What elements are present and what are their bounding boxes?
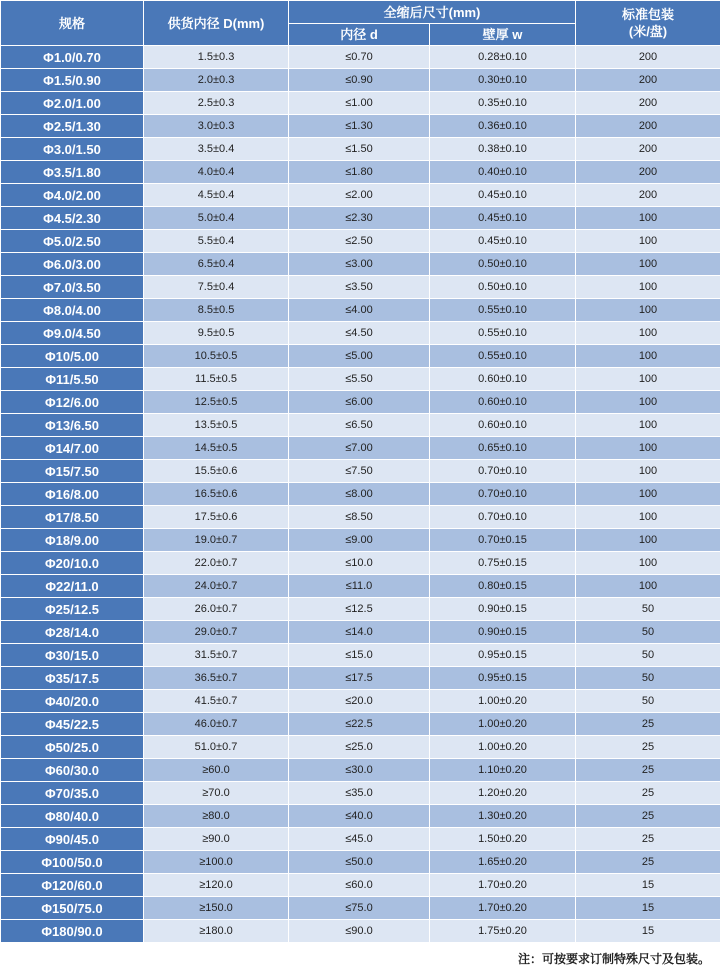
table-row xyxy=(1,460,720,483)
cell-pack-length: 25 xyxy=(576,828,720,851)
cell-pack-length: 15 xyxy=(576,874,720,897)
table-row xyxy=(1,253,720,276)
table-row xyxy=(1,483,720,506)
cell-wall-w: 0.55±0.10 xyxy=(430,322,576,345)
cell-spec: Φ120/60.0 xyxy=(1,874,144,897)
cell-inner-d: ≤15.0 xyxy=(289,644,430,667)
cell-wall-w: 0.28±0.10 xyxy=(430,46,576,69)
table-row xyxy=(1,161,720,184)
table-row xyxy=(1,690,720,713)
cell-supply-inner-diameter: 2.0±0.3 xyxy=(144,69,289,92)
cell-pack-length: 100 xyxy=(576,552,720,575)
cell-supply-inner-diameter: 15.5±0.6 xyxy=(144,460,289,483)
cell-spec: Φ11/5.50 xyxy=(1,368,144,391)
cell-spec: Φ10/5.00 xyxy=(1,345,144,368)
cell-wall-w: 0.40±0.10 xyxy=(430,161,576,184)
cell-wall-w: 0.70±0.10 xyxy=(430,460,576,483)
table-row xyxy=(1,184,720,207)
cell-supply-inner-diameter: 29.0±0.7 xyxy=(144,621,289,644)
cell-supply-inner-diameter: ≥70.0 xyxy=(144,782,289,805)
table-row xyxy=(1,805,720,828)
cell-spec: Φ9.0/4.50 xyxy=(1,322,144,345)
cell-spec: Φ17/8.50 xyxy=(1,506,144,529)
cell-spec: Φ180/90.0 xyxy=(1,920,144,943)
cell-wall-w: 1.70±0.20 xyxy=(430,874,576,897)
cell-supply-inner-diameter: 46.0±0.7 xyxy=(144,713,289,736)
cell-spec: Φ90/45.0 xyxy=(1,828,144,851)
cell-supply-inner-diameter: ≥90.0 xyxy=(144,828,289,851)
cell-wall-w: 0.90±0.15 xyxy=(430,598,576,621)
table-row xyxy=(1,299,720,322)
cell-supply-inner-diameter: 17.5±0.6 xyxy=(144,506,289,529)
cell-inner-d: ≤75.0 xyxy=(289,897,430,920)
cell-inner-d: ≤3.00 xyxy=(289,253,430,276)
cell-spec: Φ2.5/1.30 xyxy=(1,115,144,138)
cell-spec: Φ8.0/4.00 xyxy=(1,299,144,322)
cell-spec: Φ22/11.0 xyxy=(1,575,144,598)
cell-inner-d: ≤8.50 xyxy=(289,506,430,529)
cell-supply-inner-diameter: 22.0±0.7 xyxy=(144,552,289,575)
cell-inner-d: ≤14.0 xyxy=(289,621,430,644)
cell-inner-d: ≤20.0 xyxy=(289,690,430,713)
cell-supply-inner-diameter: 36.5±0.7 xyxy=(144,667,289,690)
cell-spec: Φ1.0/0.70 xyxy=(1,46,144,69)
cell-wall-w: 0.45±0.10 xyxy=(430,184,576,207)
table-row xyxy=(1,644,720,667)
table-row xyxy=(1,345,720,368)
cell-supply-inner-diameter: 14.5±0.5 xyxy=(144,437,289,460)
table-row xyxy=(1,92,720,115)
cell-supply-inner-diameter: 24.0±0.7 xyxy=(144,575,289,598)
table-body xyxy=(1,46,720,943)
cell-supply-inner-diameter: 12.5±0.5 xyxy=(144,391,289,414)
cell-supply-inner-diameter: ≥150.0 xyxy=(144,897,289,920)
cell-wall-w: 1.75±0.20 xyxy=(430,920,576,943)
cell-wall-w: 0.95±0.15 xyxy=(430,667,576,690)
cell-supply-inner-diameter: 13.5±0.5 xyxy=(144,414,289,437)
cell-inner-d: ≤17.5 xyxy=(289,667,430,690)
cell-inner-d: ≤50.0 xyxy=(289,851,430,874)
table-row xyxy=(1,621,720,644)
cell-supply-inner-diameter: 9.5±0.5 xyxy=(144,322,289,345)
cell-inner-d: ≤1.00 xyxy=(289,92,430,115)
table-row xyxy=(1,414,720,437)
cell-spec: Φ4.0/2.00 xyxy=(1,184,144,207)
cell-pack-length: 25 xyxy=(576,782,720,805)
cell-pack-length: 50 xyxy=(576,690,720,713)
cell-pack-length: 200 xyxy=(576,92,720,115)
cell-spec: Φ40/20.0 xyxy=(1,690,144,713)
table-row xyxy=(1,598,720,621)
cell-spec: Φ1.5/0.90 xyxy=(1,69,144,92)
table-row xyxy=(1,207,720,230)
table-row xyxy=(1,322,720,345)
cell-spec: Φ25/12.5 xyxy=(1,598,144,621)
header-shrunk-size: 全缩后尺寸(mm) xyxy=(289,1,576,24)
cell-inner-d: ≤1.50 xyxy=(289,138,430,161)
cell-spec: Φ15/7.50 xyxy=(1,460,144,483)
cell-pack-length: 100 xyxy=(576,299,720,322)
cell-wall-w: 0.70±0.10 xyxy=(430,506,576,529)
cell-inner-d: ≤9.00 xyxy=(289,529,430,552)
header-pack-line2: (米/盘) xyxy=(628,24,668,39)
table-row xyxy=(1,552,720,575)
cell-wall-w: 1.00±0.20 xyxy=(430,690,576,713)
cell-wall-w: 0.50±0.10 xyxy=(430,253,576,276)
cell-spec: Φ7.0/3.50 xyxy=(1,276,144,299)
cell-pack-length: 25 xyxy=(576,805,720,828)
table-row xyxy=(1,69,720,92)
cell-supply-inner-diameter: 16.5±0.6 xyxy=(144,483,289,506)
table-row xyxy=(1,230,720,253)
cell-wall-w: 0.55±0.10 xyxy=(430,345,576,368)
cell-inner-d: ≤25.0 xyxy=(289,736,430,759)
cell-wall-w: 0.95±0.15 xyxy=(430,644,576,667)
table-row xyxy=(1,920,720,943)
cell-inner-d: ≤7.50 xyxy=(289,460,430,483)
cell-pack-length: 100 xyxy=(576,207,720,230)
table-row xyxy=(1,713,720,736)
cell-inner-d: ≤8.00 xyxy=(289,483,430,506)
cell-pack-length: 50 xyxy=(576,621,720,644)
cell-spec: Φ2.0/1.00 xyxy=(1,92,144,115)
cell-supply-inner-diameter: 4.5±0.4 xyxy=(144,184,289,207)
cell-pack-length: 100 xyxy=(576,529,720,552)
cell-supply-inner-diameter: 3.0±0.3 xyxy=(144,115,289,138)
cell-pack-length: 200 xyxy=(576,46,720,69)
cell-wall-w: 1.65±0.20 xyxy=(430,851,576,874)
cell-wall-w: 0.35±0.10 xyxy=(430,92,576,115)
cell-inner-d: ≤6.00 xyxy=(289,391,430,414)
cell-spec: Φ20/10.0 xyxy=(1,552,144,575)
cell-pack-length: 100 xyxy=(576,575,720,598)
cell-wall-w: 0.60±0.10 xyxy=(430,391,576,414)
table-row xyxy=(1,276,720,299)
cell-inner-d: ≤1.30 xyxy=(289,115,430,138)
table-row xyxy=(1,828,720,851)
cell-inner-d: ≤1.80 xyxy=(289,161,430,184)
cell-pack-length: 100 xyxy=(576,506,720,529)
cell-wall-w: 0.45±0.10 xyxy=(430,230,576,253)
cell-wall-w: 0.70±0.10 xyxy=(430,483,576,506)
table-row xyxy=(1,782,720,805)
cell-inner-d: ≤4.00 xyxy=(289,299,430,322)
cell-supply-inner-diameter: ≥180.0 xyxy=(144,920,289,943)
cell-wall-w: 1.70±0.20 xyxy=(430,897,576,920)
cell-spec: Φ4.5/2.30 xyxy=(1,207,144,230)
cell-supply-inner-diameter: 10.5±0.5 xyxy=(144,345,289,368)
cell-supply-inner-diameter: 5.0±0.4 xyxy=(144,207,289,230)
cell-pack-length: 50 xyxy=(576,598,720,621)
header-wall-w: 壁厚 w xyxy=(430,24,576,46)
header-standard-pack xyxy=(576,1,720,46)
cell-wall-w: 0.60±0.10 xyxy=(430,414,576,437)
cell-spec: Φ70/35.0 xyxy=(1,782,144,805)
cell-wall-w: 0.55±0.10 xyxy=(430,299,576,322)
cell-pack-length: 100 xyxy=(576,391,720,414)
cell-inner-d: ≤5.00 xyxy=(289,345,430,368)
cell-pack-length: 100 xyxy=(576,368,720,391)
table-row xyxy=(1,667,720,690)
cell-spec: Φ14/7.00 xyxy=(1,437,144,460)
table-row xyxy=(1,506,720,529)
cell-spec: Φ3.5/1.80 xyxy=(1,161,144,184)
table-row xyxy=(1,138,720,161)
cell-spec: Φ60/30.0 xyxy=(1,759,144,782)
cell-inner-d: ≤40.0 xyxy=(289,805,430,828)
cell-spec: Φ35/17.5 xyxy=(1,667,144,690)
cell-spec: Φ80/40.0 xyxy=(1,805,144,828)
cell-wall-w: 0.50±0.10 xyxy=(430,276,576,299)
cell-pack-length: 100 xyxy=(576,276,720,299)
table-row xyxy=(1,368,720,391)
cell-inner-d: ≤0.70 xyxy=(289,46,430,69)
cell-pack-length: 100 xyxy=(576,253,720,276)
cell-supply-inner-diameter: 3.5±0.4 xyxy=(144,138,289,161)
cell-pack-length: 100 xyxy=(576,437,720,460)
cell-spec: Φ16/8.00 xyxy=(1,483,144,506)
cell-pack-length: 100 xyxy=(576,483,720,506)
cell-pack-length: 100 xyxy=(576,322,720,345)
cell-inner-d: ≤90.0 xyxy=(289,920,430,943)
cell-pack-length: 25 xyxy=(576,851,720,874)
cell-supply-inner-diameter: ≥120.0 xyxy=(144,874,289,897)
cell-supply-inner-diameter: 2.5±0.3 xyxy=(144,92,289,115)
cell-pack-length: 50 xyxy=(576,644,720,667)
cell-pack-length: 100 xyxy=(576,414,720,437)
cell-pack-length: 200 xyxy=(576,161,720,184)
cell-inner-d: ≤7.00 xyxy=(289,437,430,460)
cell-inner-d: ≤22.5 xyxy=(289,713,430,736)
cell-pack-length: 15 xyxy=(576,897,720,920)
table-row xyxy=(1,874,720,897)
header-inner-d: 内径 d xyxy=(289,24,430,46)
cell-supply-inner-diameter: 11.5±0.5 xyxy=(144,368,289,391)
cell-spec: Φ18/9.00 xyxy=(1,529,144,552)
cell-wall-w: 1.00±0.20 xyxy=(430,736,576,759)
cell-pack-length: 100 xyxy=(576,345,720,368)
cell-wall-w: 0.45±0.10 xyxy=(430,207,576,230)
cell-pack-length: 25 xyxy=(576,759,720,782)
cell-supply-inner-diameter: 6.5±0.4 xyxy=(144,253,289,276)
cell-wall-w: 1.10±0.20 xyxy=(430,759,576,782)
cell-pack-length: 100 xyxy=(576,460,720,483)
table-row xyxy=(1,851,720,874)
cell-wall-w: 0.75±0.15 xyxy=(430,552,576,575)
cell-spec: Φ13/6.50 xyxy=(1,414,144,437)
header-pack-line1: 标准包装 xyxy=(621,7,674,22)
cell-inner-d: ≤4.50 xyxy=(289,322,430,345)
table-row xyxy=(1,529,720,552)
cell-wall-w: 0.80±0.15 xyxy=(430,575,576,598)
cell-inner-d: ≤3.50 xyxy=(289,276,430,299)
table-row xyxy=(1,391,720,414)
footnote: 注：可按要求订制特殊尺寸及包装。 xyxy=(517,952,710,966)
cell-supply-inner-diameter: 8.5±0.5 xyxy=(144,299,289,322)
cell-pack-length: 15 xyxy=(576,920,720,943)
cell-pack-length: 200 xyxy=(576,69,720,92)
cell-supply-inner-diameter: 26.0±0.7 xyxy=(144,598,289,621)
cell-wall-w: 0.38±0.10 xyxy=(430,138,576,161)
cell-wall-w: 0.36±0.10 xyxy=(430,115,576,138)
cell-supply-inner-diameter: 19.0±0.7 xyxy=(144,529,289,552)
cell-inner-d: ≤10.0 xyxy=(289,552,430,575)
cell-inner-d: ≤5.50 xyxy=(289,368,430,391)
cell-wall-w: 0.30±0.10 xyxy=(430,69,576,92)
cell-inner-d: ≤2.30 xyxy=(289,207,430,230)
cell-supply-inner-diameter: ≥80.0 xyxy=(144,805,289,828)
cell-inner-d: ≤0.90 xyxy=(289,69,430,92)
table-row xyxy=(1,736,720,759)
cell-spec: Φ150/75.0 xyxy=(1,897,144,920)
cell-pack-length: 200 xyxy=(576,138,720,161)
cell-spec: Φ100/50.0 xyxy=(1,851,144,874)
cell-pack-length: 50 xyxy=(576,667,720,690)
cell-pack-length: 100 xyxy=(576,230,720,253)
table-row xyxy=(1,575,720,598)
table-row xyxy=(1,437,720,460)
cell-inner-d: ≤6.50 xyxy=(289,414,430,437)
cell-wall-w: 0.60±0.10 xyxy=(430,368,576,391)
cell-spec: Φ6.0/3.00 xyxy=(1,253,144,276)
cell-spec: Φ30/15.0 xyxy=(1,644,144,667)
cell-supply-inner-diameter: 4.0±0.4 xyxy=(144,161,289,184)
cell-wall-w: 0.70±0.15 xyxy=(430,529,576,552)
cell-spec: Φ12/6.00 xyxy=(1,391,144,414)
cell-inner-d: ≤60.0 xyxy=(289,874,430,897)
cell-wall-w: 1.50±0.20 xyxy=(430,828,576,851)
header-spec: 规格 xyxy=(1,1,144,46)
cell-supply-inner-diameter: 31.5±0.7 xyxy=(144,644,289,667)
cell-inner-d: ≤45.0 xyxy=(289,828,430,851)
cell-inner-d: ≤2.00 xyxy=(289,184,430,207)
header-supply-inner-diameter: 供货内径 D(mm) xyxy=(144,1,289,46)
cell-spec: Φ45/22.5 xyxy=(1,713,144,736)
table-row xyxy=(1,759,720,782)
cell-supply-inner-diameter: 51.0±0.7 xyxy=(144,736,289,759)
cell-inner-d: ≤11.0 xyxy=(289,575,430,598)
cell-wall-w: 1.30±0.20 xyxy=(430,805,576,828)
table-row xyxy=(1,46,720,69)
cell-spec: Φ28/14.0 xyxy=(1,621,144,644)
cell-pack-length: 25 xyxy=(576,713,720,736)
cell-wall-w: 0.65±0.10 xyxy=(430,437,576,460)
cell-supply-inner-diameter: 1.5±0.3 xyxy=(144,46,289,69)
table-header xyxy=(1,1,720,46)
cell-spec: Φ3.0/1.50 xyxy=(1,138,144,161)
cell-supply-inner-diameter: 41.5±0.7 xyxy=(144,690,289,713)
cell-pack-length: 25 xyxy=(576,736,720,759)
cell-inner-d: ≤12.5 xyxy=(289,598,430,621)
cell-inner-d: ≤2.50 xyxy=(289,230,430,253)
cell-supply-inner-diameter: ≥60.0 xyxy=(144,759,289,782)
cell-inner-d: ≤30.0 xyxy=(289,759,430,782)
cell-supply-inner-diameter: ≥100.0 xyxy=(144,851,289,874)
table-row xyxy=(1,897,720,920)
cell-spec: Φ5.0/2.50 xyxy=(1,230,144,253)
cell-spec: Φ50/25.0 xyxy=(1,736,144,759)
cell-wall-w: 1.00±0.20 xyxy=(430,713,576,736)
cell-pack-length: 200 xyxy=(576,115,720,138)
cell-supply-inner-diameter: 5.5±0.4 xyxy=(144,230,289,253)
cell-supply-inner-diameter: 7.5±0.4 xyxy=(144,276,289,299)
cell-inner-d: ≤35.0 xyxy=(289,782,430,805)
table-row xyxy=(1,115,720,138)
cell-pack-length: 200 xyxy=(576,184,720,207)
cell-wall-w: 0.90±0.15 xyxy=(430,621,576,644)
cell-wall-w: 1.20±0.20 xyxy=(430,782,576,805)
